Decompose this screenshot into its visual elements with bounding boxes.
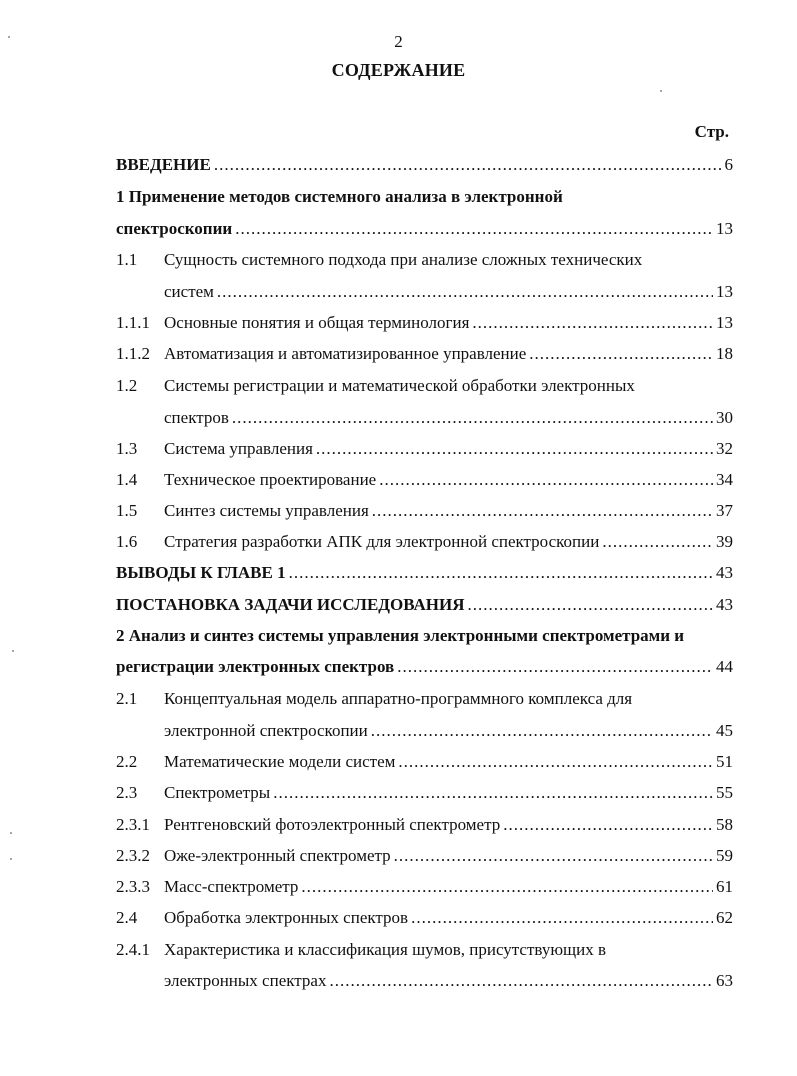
- toc-entry-number: 1.1.1: [116, 313, 150, 332]
- toc-entry-line: [116, 591, 733, 615]
- toc-entry-line: [116, 151, 733, 175]
- toc-entry-number: 2.4: [116, 908, 138, 927]
- toc-page-number: 39: [716, 532, 733, 551]
- toc-entry-line: [164, 466, 733, 490]
- toc-entry-number: 2.3: [116, 783, 138, 802]
- toc-entry-line: [164, 717, 733, 741]
- toc-entry-title: спектров: [164, 408, 229, 427]
- toc-page-number: 43: [716, 563, 733, 582]
- toc-page-number: 32: [716, 439, 733, 458]
- toc-entry-number: 2.4.1: [116, 940, 150, 959]
- toc-entry-title: спектроскопии: [116, 219, 233, 238]
- toc-leader-dots: [214, 155, 722, 175]
- toc-entry-title: Оже-электронный спектрометр: [164, 846, 391, 865]
- toc-leader-dots: [372, 501, 713, 521]
- toc-entry-title: Стратегия разработки АПК для электронной спектроскопии: [164, 532, 600, 551]
- toc-entry-line: [116, 653, 733, 677]
- page-column-label: Стр.: [694, 122, 729, 141]
- scan-speck: [12, 650, 14, 652]
- toc-leader-dots: [289, 563, 713, 583]
- toc-entry-title: Концептуальная модель аппаратно-программного комплекса для: [164, 689, 633, 708]
- toc-entry-title: электронной спектроскопии: [164, 721, 368, 740]
- toc-entry-line: [164, 779, 733, 803]
- toc-entry-number: 1.4: [116, 470, 138, 489]
- toc-entry-line: [164, 497, 733, 521]
- toc-leader-dots: [503, 815, 713, 835]
- toc-page-number: 6: [724, 155, 733, 174]
- toc-entry-number: 1.1: [116, 250, 138, 269]
- toc-leader-dots: [235, 219, 713, 239]
- toc-leader-dots: [472, 313, 713, 333]
- toc-leader-dots: [602, 532, 713, 552]
- scan-speck: [8, 36, 10, 38]
- toc-entry-line: [116, 215, 733, 239]
- toc-entry-title: Основные понятия и общая терминология: [164, 313, 470, 332]
- scan-speck: [660, 90, 662, 92]
- toc-entry-line: [164, 246, 642, 270]
- toc-entry-title: Сущность системного подхода при анализе сложных технических: [164, 250, 643, 269]
- toc-entry-line: [164, 340, 733, 364]
- toc-page-number: 51: [716, 752, 733, 771]
- toc-entry-number: 2.3.1: [116, 815, 150, 834]
- toc-entry-line: [164, 435, 733, 459]
- toc-page-number: 34: [716, 470, 733, 489]
- toc-entry-line: [164, 748, 733, 772]
- toc-entry-line: [164, 528, 733, 552]
- toc-entry-title: 1 Применение методов системного анализа в электронной: [116, 187, 563, 206]
- toc-page-number: 63: [716, 971, 733, 990]
- toc-entry-title: электронных спектрах: [164, 971, 327, 990]
- toc-leader-dots: [398, 752, 713, 772]
- toc-entry-title: Автоматизация и автоматизированное управление: [164, 344, 527, 363]
- toc-entry-title: ВВЕДЕНИЕ: [116, 155, 211, 174]
- toc-entry-line: [164, 967, 733, 991]
- toc-entry-title: Характеристика и классификация шумов, присутствующих в: [164, 940, 606, 959]
- toc-entry-title: Математические модели систем: [164, 752, 396, 771]
- toc-entry-number: 2.3.2: [116, 846, 150, 865]
- toc-leader-dots: [273, 783, 713, 803]
- toc-page-number: 45: [716, 721, 733, 740]
- toc-entry-title: Синтез системы управления: [164, 501, 369, 520]
- toc-leader-dots: [379, 470, 713, 490]
- scan-speck: [10, 858, 12, 860]
- toc-entry-line: [116, 559, 733, 583]
- toc-entry-number: 2.2: [116, 752, 138, 771]
- toc-page-number: 18: [716, 344, 733, 363]
- toc-entry-number: 1.3: [116, 439, 138, 458]
- toc-entry-line: [164, 936, 606, 960]
- toc-entry-line: [116, 622, 684, 646]
- toc-page-number: 13: [716, 219, 733, 238]
- toc-leader-dots: [301, 877, 713, 897]
- toc-entry-line: [164, 811, 733, 835]
- toc-leader-dots: [329, 971, 713, 991]
- toc-page-number: 43: [716, 595, 733, 614]
- toc-entry-title: ПОСТАНОВКА ЗАДАЧИ ИССЛЕДОВАНИЯ: [116, 595, 465, 614]
- toc-entry-line: [164, 372, 635, 396]
- toc-entry-line: [164, 278, 733, 302]
- toc-entry-title: 2 Анализ и синтез системы управления электронными спектрометрами и: [116, 626, 685, 645]
- toc-entry-number: 1.6: [116, 532, 138, 551]
- toc-entry-title: Обработка электронных спектров: [164, 908, 409, 927]
- toc-entry-number: 1.1.2: [116, 344, 150, 363]
- toc-entry-number: 2.3.3: [116, 877, 150, 896]
- toc-entry-line: [164, 842, 733, 866]
- toc-leader-dots: [529, 344, 713, 364]
- toc-entry-title: Рентгеновский фотоэлектронный спектрометр: [164, 815, 501, 834]
- page-title: СОДЕРЖАНИЕ: [331, 60, 466, 80]
- toc-entry-title: систем: [164, 282, 214, 301]
- toc-entry-number: 2.1: [116, 689, 138, 708]
- toc-page-number: 61: [716, 877, 733, 896]
- toc-page-number: 30: [716, 408, 733, 427]
- toc-leader-dots: [217, 282, 713, 302]
- toc-leader-dots: [232, 408, 713, 428]
- toc-leader-dots: [397, 657, 713, 677]
- toc-leader-dots: [316, 439, 713, 459]
- toc-leader-dots: [411, 908, 713, 928]
- toc-page-number: 13: [716, 313, 733, 332]
- toc-entry-line: [116, 183, 563, 207]
- toc-page-number: 59: [716, 846, 733, 865]
- toc-entry-title: Масс-спектрометр: [164, 877, 299, 896]
- toc-entry-line: [164, 404, 733, 428]
- toc-entry-line: [164, 309, 733, 333]
- toc-entry-title: Техническое проектирование: [164, 470, 377, 489]
- toc-entry-number: 1.2: [116, 376, 138, 395]
- toc-page-number: 58: [716, 815, 733, 834]
- toc-entry-title: регистрации электронных спектров: [116, 657, 395, 676]
- toc-entry-line: [164, 904, 733, 928]
- toc-page-number: 13: [716, 282, 733, 301]
- toc-entry-line: [164, 685, 632, 709]
- scan-speck: [10, 832, 12, 834]
- toc-entry-title: ВЫВОДЫ К ГЛАВЕ 1: [116, 563, 286, 582]
- toc-leader-dots: [371, 721, 713, 741]
- toc-entry-title: Система управления: [164, 439, 313, 458]
- toc-page-number: 55: [716, 783, 733, 802]
- toc-leader-dots: [394, 846, 713, 866]
- toc-entry-number: 1.5: [116, 501, 138, 520]
- page-number: 2: [394, 32, 403, 51]
- toc-page-number: 44: [716, 657, 733, 676]
- toc-entry-title: Системы регистрации и математической обработки электронных: [164, 376, 635, 395]
- toc-entry-line: [164, 873, 733, 897]
- toc-page-number: 62: [716, 908, 733, 927]
- toc-page-number: 37: [716, 501, 733, 520]
- toc-leader-dots: [467, 595, 713, 615]
- toc-entry-title: Спектрометры: [164, 783, 271, 802]
